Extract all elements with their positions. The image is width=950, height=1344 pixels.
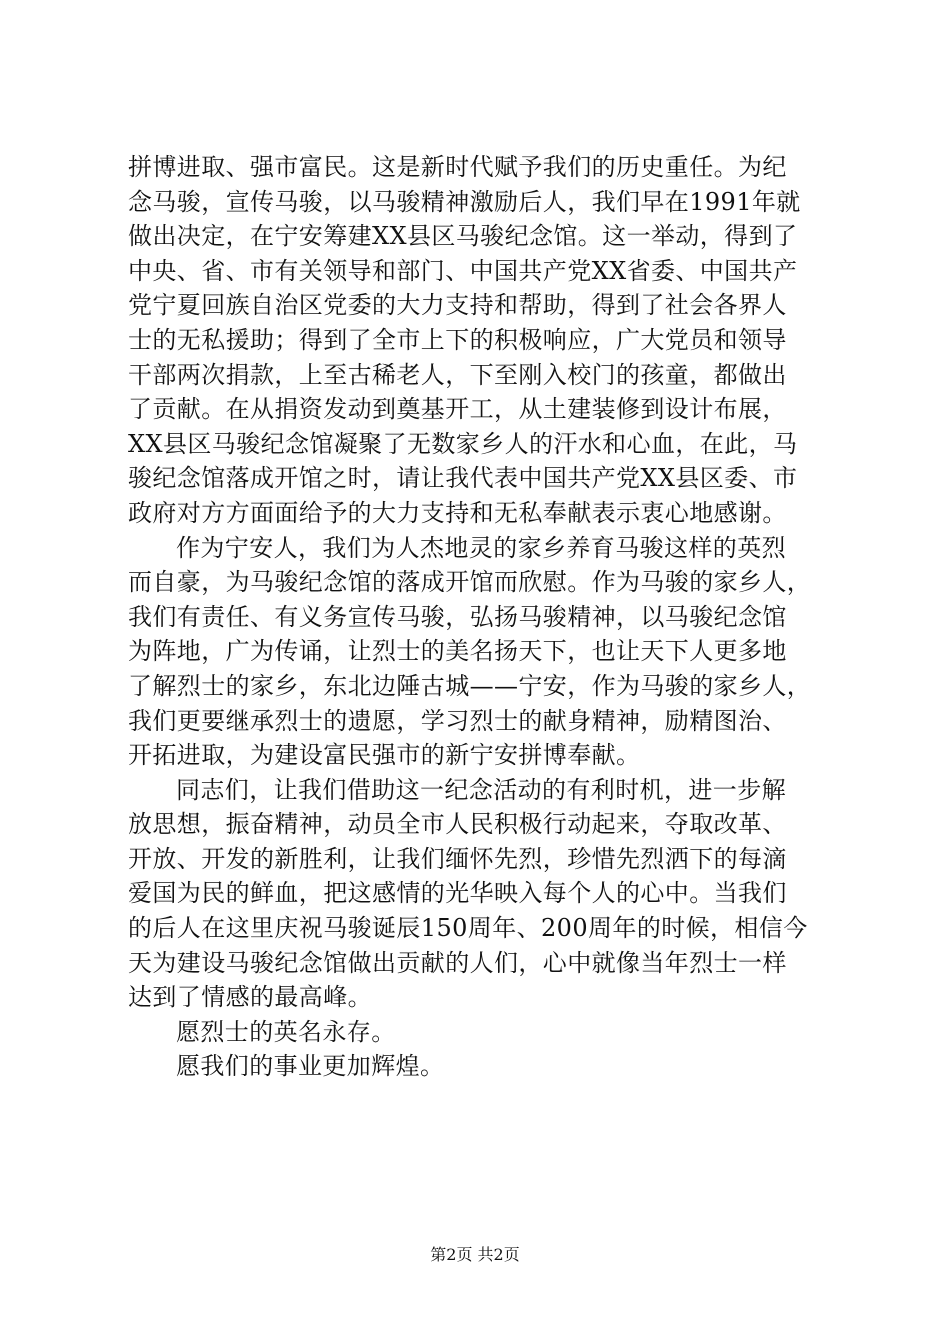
text-line: 的后人在这里庆祝马骏诞辰150周年、200周年的时候，相信今 xyxy=(128,914,808,943)
text-line: 了贡献。在从捐资发动到奠基开工，从土建装修到设计布展， xyxy=(128,395,787,424)
text-line: 为阵地，广为传诵，让烈士的美名扬天下，也让天下人更多地 xyxy=(128,637,787,666)
text-line: 同志们，让我们借助这一纪念活动的有利时机，进一步解 xyxy=(176,775,786,804)
text-line: 中央、省、市有关领导和部门、中国共产党XX省委、中国共产 xyxy=(128,256,798,285)
text-line: 达到了情感的最高峰。 xyxy=(128,983,372,1012)
text-line: 开拓进取，为建设富民强市的新宁安拼博奉献。 xyxy=(128,741,641,770)
text-line: 我们有责任、有义务宣传马骏，弘扬马骏精神，以马骏纪念馆 xyxy=(128,602,787,631)
text-line: 拼博进取、强市富民。这是新时代赋予我们的历史重任。为纪 xyxy=(128,153,787,181)
text-line: 天为建设马骏纪念馆做出贡献的人们，心中就像当年烈士一样 xyxy=(128,948,787,977)
text-line: 愿烈士的英名永存。 xyxy=(176,1017,396,1046)
text-line: 而自豪，为马骏纪念馆的落成开馆而欣慰。作为马骏的家乡人， xyxy=(128,568,812,597)
text-line: 干部两次捐款，上至古稀老人，下至刚入校门的孩童，都做出 xyxy=(128,360,787,389)
text-line: 士的无私援助；得到了全市上下的积极响应，广大党员和领导 xyxy=(128,325,787,354)
page-footer: 第2页 共2页 xyxy=(430,1245,520,1264)
text-line: XX县区马骏纪念馆凝聚了无数家乡人的汗水和心血，在此，马 xyxy=(128,429,798,458)
text-line: 爱国为民的鲜血，把这感情的光华映入每个人的心中。当我们 xyxy=(128,879,787,908)
text-line: 了解烈士的家乡，东北边陲古城——宁安，作为马骏的家乡人， xyxy=(128,671,812,700)
text-line: 作为宁安人，我们为人杰地灵的家乡养育马骏这样的英烈 xyxy=(176,533,786,562)
text-line: 念马骏，宣传马骏，以马骏精神激励后人，我们早在1991年就 xyxy=(128,187,801,216)
text-line: 做出决定，在宁安筹建XX县区马骏纪念馆。这一举动，得到了 xyxy=(128,222,798,251)
text-line: 开放、开发的新胜利，让我们缅怀先烈，珍惜先烈洒下的每滴 xyxy=(128,844,787,873)
text-line: 我们更要继承烈士的遗愿，学习烈士的献身精神，励精图治、 xyxy=(128,706,787,735)
document-body xyxy=(128,150,828,1084)
text-line: 放思想，振奋精神，动员全市人民积极行动起来，夺取改革、 xyxy=(128,810,787,839)
text-line: 党宁夏回族自治区党委的大力支持和帮助，得到了社会各界人 xyxy=(128,291,787,320)
text-line: 政府对方方面面给予的大力支持和无私奉献表示衷心地感谢。 xyxy=(128,498,787,527)
text-line: 骏纪念馆落成开馆之时，请让我代表中国共产党XX县区委、市 xyxy=(128,464,798,493)
text-line: 愿我们的事业更加辉煌。 xyxy=(176,1052,445,1081)
